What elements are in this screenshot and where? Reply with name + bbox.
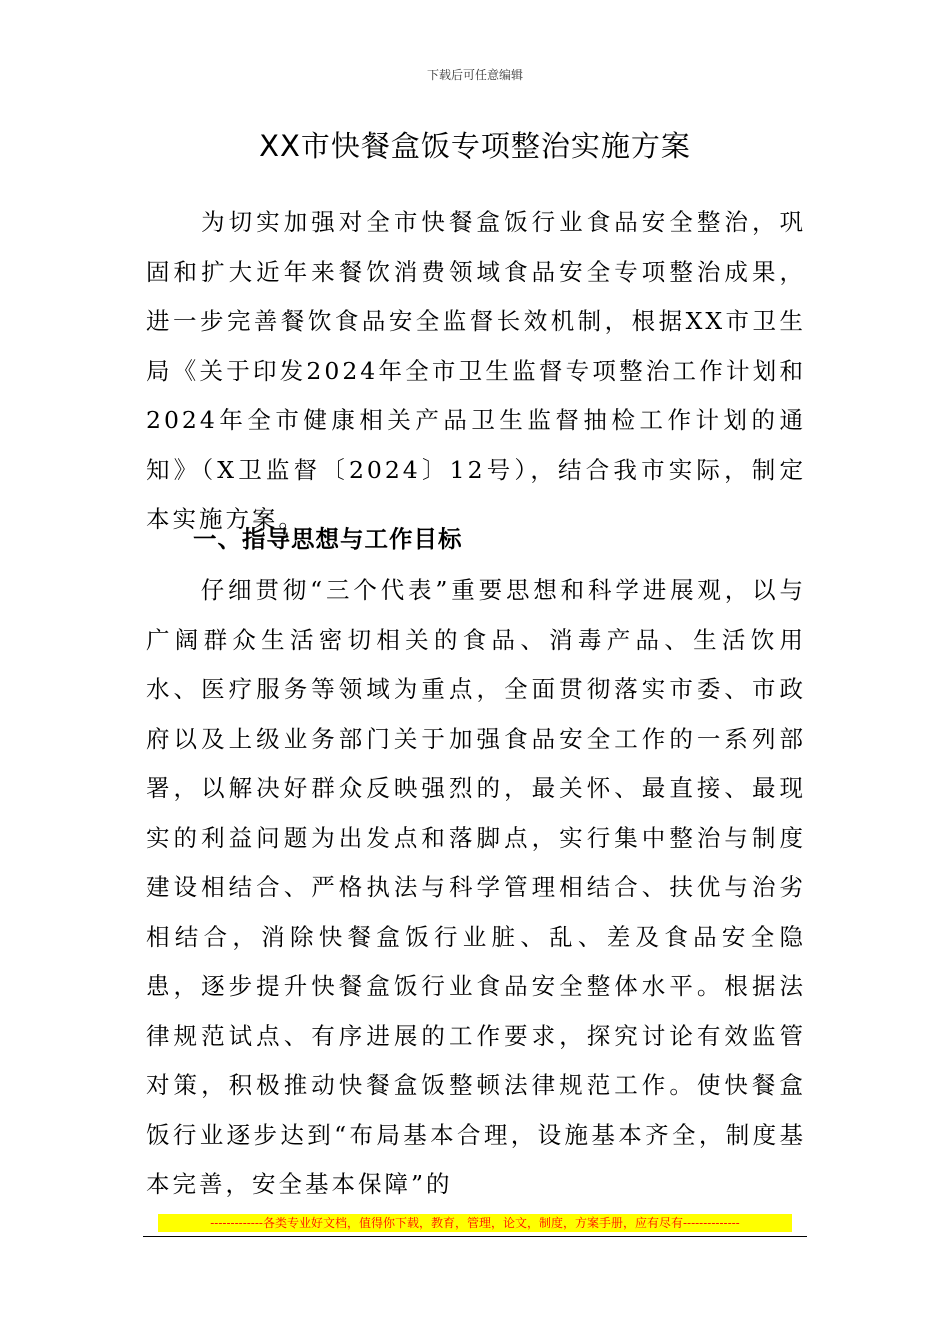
header-note: 下载后可任意编辑 [426, 68, 523, 82]
footer-banner: -------------各类专业好文档，值得你下载，教育，管理，论文，制度，方案手册，应有尽有-------------- [158, 1214, 792, 1232]
footer-divider [143, 1236, 807, 1237]
section-paragraph-guiding-ideology: 仔细贯彻“三个代表”重要思想和科学进展观，以与广阔群众生活密切相关的食品、消毒产品、生活饮用水、医疗服务等领域为重点，全面贯彻落实市委、市政府以及上级业务部门关于加强食品安全工作的一系列部署，以解决好群众反映强烈的，最关怀、最直接、最现实的利益问题为出发点和落脚点，实行集中整治与制度建设相结合、严格执法与科学管理相结合、扶优与治劣相结合，消除快餐盒饭行业脏、乱、差及食品安全隐患，逐步提升快餐盒饭行业食品安全整体水平。根据法律规范试点、有序进展的工作要求，探究讨论有效监管对策，积极推动快餐盒饭整顿法律规范工作。使快餐盒饭行业逐步达到“布局基本合理，设施基本齐全，制度基本完善，安全基本保障”的 [146, 576, 806, 1198]
document-title: XX市快餐盒饭专项整治实施方案 [259, 129, 691, 163]
intro-paragraph: 为切实加强对全市快餐盒饭行业食品安全整治，巩固和扩大近年来餐饮消费领域食品安全专项整治成果，进一步完善餐饮食品安全监督长效机制，根据XX市卫生局《关于印发2024年全市卫生监督专项整治工作计划和2024年全市健康相关产品卫生监督抽检工作计划的通知》（X卫监督〔2024〕12号），结合我市实际，制定本实施方案。 [146, 208, 806, 533]
section-heading-guiding-ideology: 一、指导思想与工作目标 [193, 525, 463, 553]
